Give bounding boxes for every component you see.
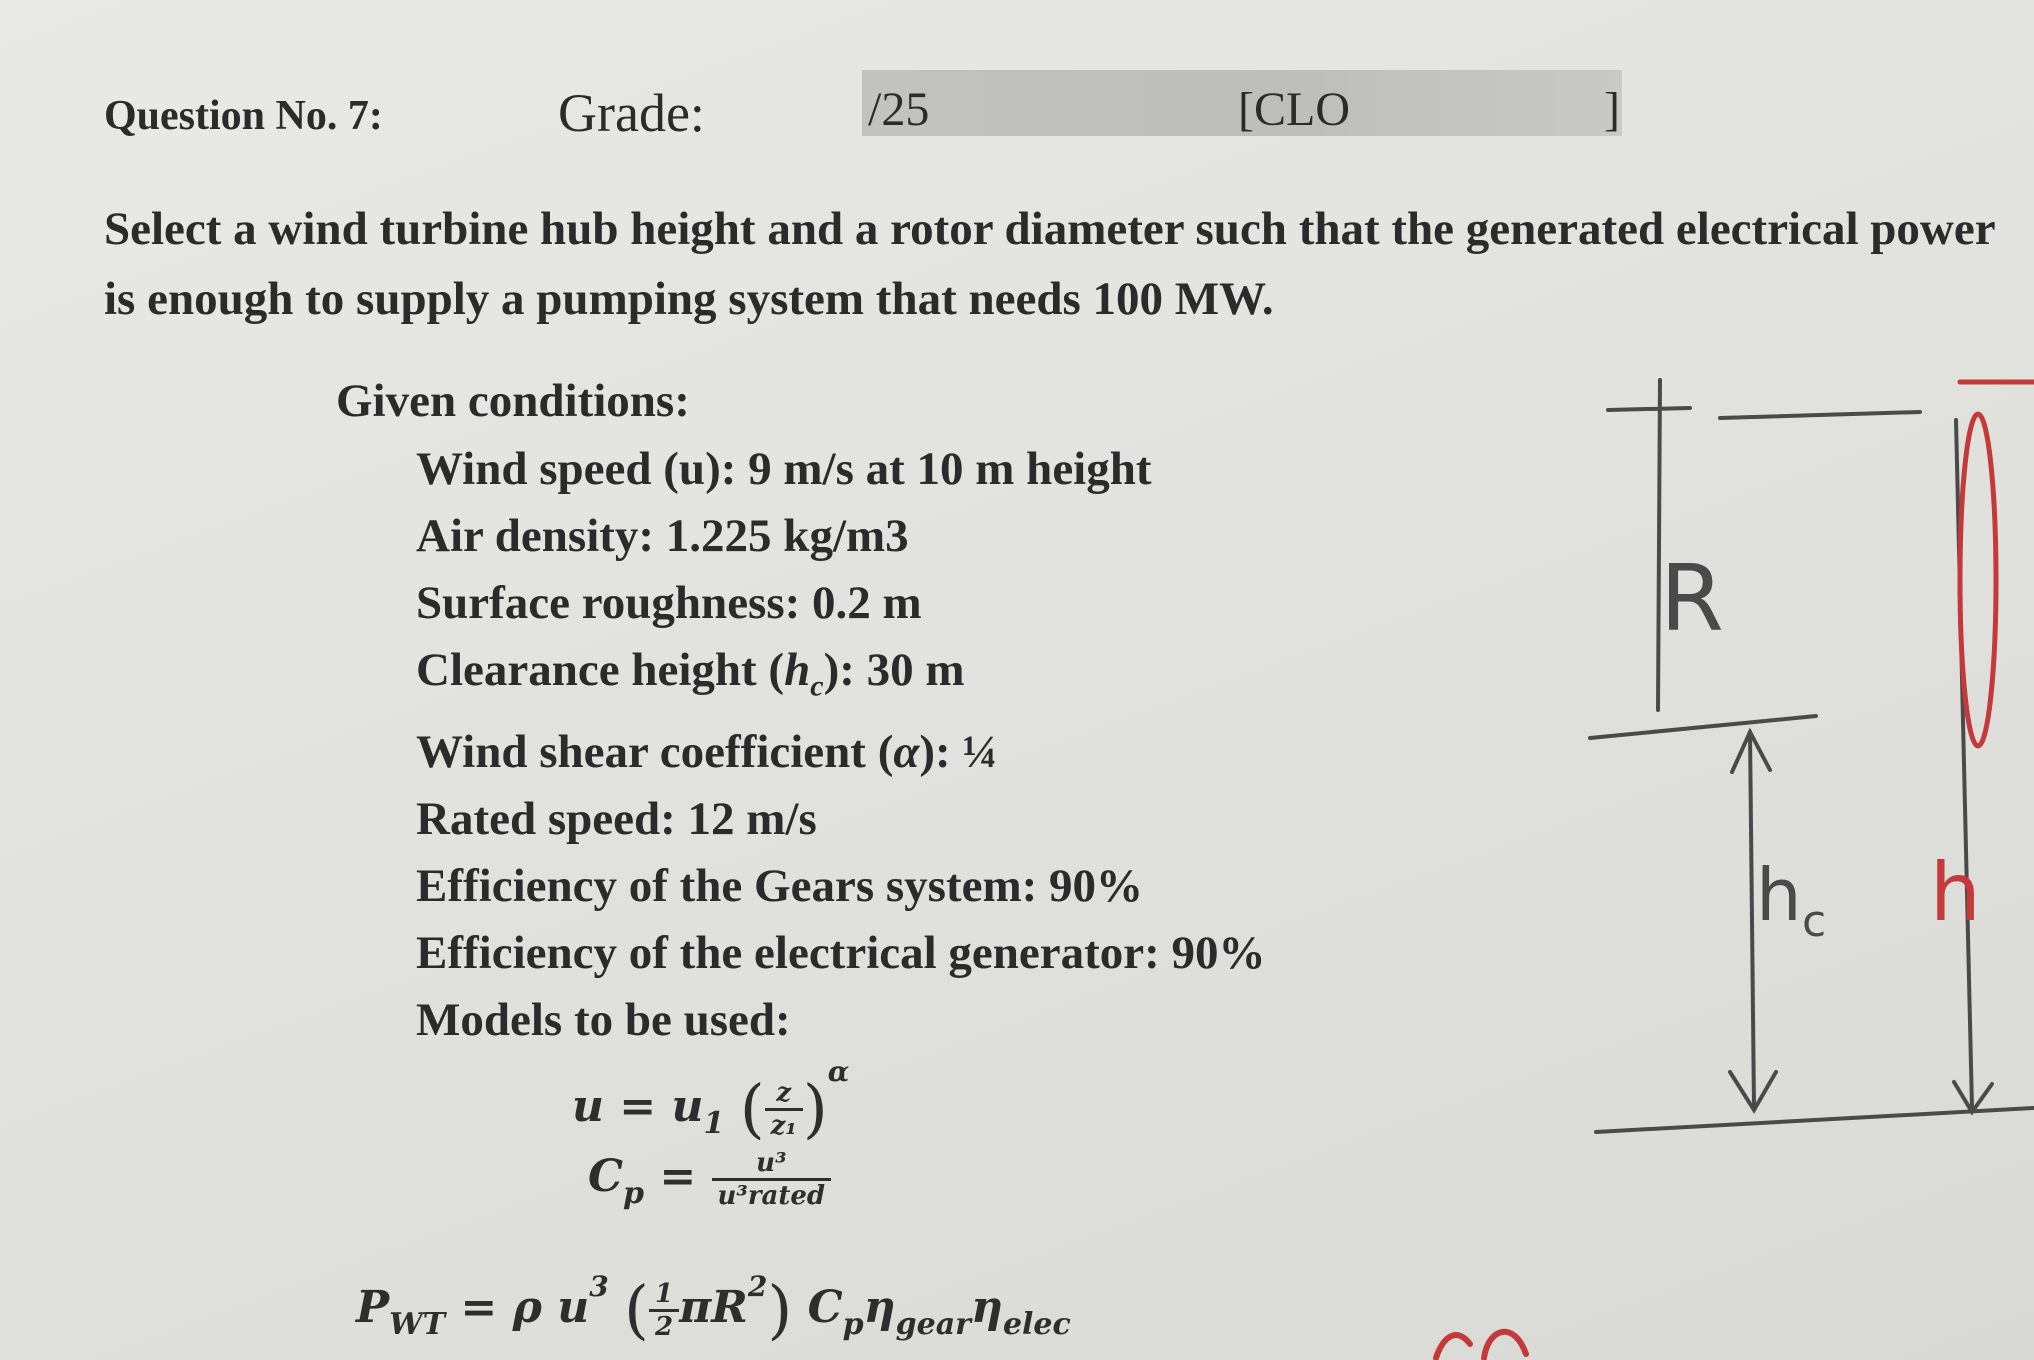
formula-wind-profile bbox=[572, 1055, 849, 1147]
condition-surface-roughness: Surface roughness: 0.2 m bbox=[416, 577, 922, 629]
sketch-h-axis bbox=[1956, 420, 1972, 1108]
f3-paren-open: ( bbox=[624, 1273, 649, 1348]
sketch-label-hc-sub: c bbox=[1802, 896, 1827, 947]
shear-suffix: ): ¼ bbox=[919, 726, 998, 779]
formula-turbine-power bbox=[356, 1270, 1071, 1348]
f1-paren-open: ( bbox=[739, 1072, 765, 1147]
condition-generator-efficiency: Efficiency of the electrical generator: 90% bbox=[416, 927, 1266, 980]
clearance-suffix: ): 30 m bbox=[823, 644, 965, 696]
f3-cp: C bbox=[807, 1282, 843, 1333]
clearance-subscript: c bbox=[810, 669, 824, 703]
sketch-label-r: R bbox=[1660, 545, 1724, 652]
sketch-top-tick bbox=[1608, 408, 1690, 410]
f3-fraction bbox=[649, 1279, 679, 1342]
handwritten-sketch bbox=[1560, 360, 2034, 1360]
shear-prefix: Wind shear coefficient ( bbox=[416, 726, 894, 779]
condition-air-density: Air density: 1.225 kg/m3 bbox=[416, 510, 909, 562]
f2-fraction bbox=[712, 1148, 832, 1211]
sketch-ground-line bbox=[1596, 1108, 2034, 1132]
grade-score: /25 bbox=[868, 83, 930, 136]
f3-lhs: P bbox=[356, 1282, 390, 1333]
sketch-label-h: h bbox=[1930, 846, 1981, 939]
grade-label: Grade: bbox=[558, 83, 705, 143]
f1-denominator: z₁ bbox=[770, 1111, 797, 1141]
f3-subscript: WT bbox=[389, 1307, 446, 1342]
sketch-top-line bbox=[1720, 412, 1920, 418]
question-number: Question No. 7: bbox=[104, 93, 383, 139]
f2-subscript: p bbox=[623, 1176, 645, 1211]
condition-wind-speed: Wind speed (u): 9 m/s at 10 m height bbox=[416, 443, 1152, 495]
sketch-rotor-blade bbox=[1960, 414, 1996, 746]
f3-u-exponent: 3 bbox=[589, 1270, 609, 1303]
formula-power-coefficient bbox=[588, 1148, 831, 1211]
red-ink-mark bbox=[1430, 1300, 1540, 1360]
f3-pi-r: πR bbox=[679, 1282, 748, 1333]
conditions-list bbox=[416, 436, 1266, 1054]
clearance-prefix: Clearance height ( bbox=[416, 644, 785, 696]
sketch-label-hc: h bbox=[1756, 853, 1802, 937]
f1-lhs: u = u bbox=[572, 1081, 704, 1132]
f1-exponent: α bbox=[827, 1055, 850, 1088]
f3-numerator: 1 bbox=[649, 1279, 679, 1312]
sketch-hub-line bbox=[1590, 716, 1816, 738]
models-title: Models to be used: bbox=[416, 994, 791, 1047]
sketch-ink-lines bbox=[1590, 380, 2034, 1132]
f1-numerator: z bbox=[765, 1078, 803, 1111]
condition-gear-efficiency: Efficiency of the Gears system: 90% bbox=[416, 860, 1144, 913]
f2-denominator: u³rated bbox=[717, 1181, 826, 1211]
f1-subscript: 1 bbox=[703, 1106, 725, 1141]
condition-clearance-height bbox=[416, 637, 1266, 719]
f2-numerator: u³ bbox=[712, 1148, 832, 1181]
given-conditions-title: Given conditions: bbox=[336, 375, 690, 427]
sketch-hc-axis bbox=[1750, 732, 1754, 1108]
f1-paren-close: ) bbox=[802, 1072, 828, 1147]
f1-fraction bbox=[765, 1078, 803, 1141]
f3-rho-u: = ρ u bbox=[445, 1282, 590, 1333]
f3-denominator: 2 bbox=[654, 1312, 674, 1342]
f3-eta-elec-subscript: elec bbox=[1002, 1307, 1071, 1342]
condition-wind-shear bbox=[416, 719, 1266, 786]
f3-eta-elec: η bbox=[970, 1282, 1003, 1333]
f3-eta-gear: η bbox=[863, 1282, 896, 1333]
f2-equals: = bbox=[644, 1151, 712, 1202]
condition-rated-speed: Rated speed: 12 m/s bbox=[416, 793, 817, 846]
f3-cp-subscript: p bbox=[842, 1307, 864, 1342]
shear-symbol: α bbox=[893, 726, 920, 779]
clearance-symbol: h bbox=[784, 644, 811, 696]
clo-label: [CLO bbox=[1238, 83, 1350, 136]
f2-lhs: C bbox=[588, 1151, 624, 1202]
clo-bracket: ] bbox=[1604, 83, 1620, 136]
f3-paren-close: ) bbox=[767, 1273, 793, 1348]
f3-r-exponent: 2 bbox=[747, 1270, 768, 1303]
question-text: Select a wind turbine hub height and a rotor diameter such that the generated electrical power is enough to supply a pumping system that needs 100 MW. bbox=[104, 203, 1995, 325]
f3-eta-gear-subscript: gear bbox=[895, 1307, 971, 1342]
